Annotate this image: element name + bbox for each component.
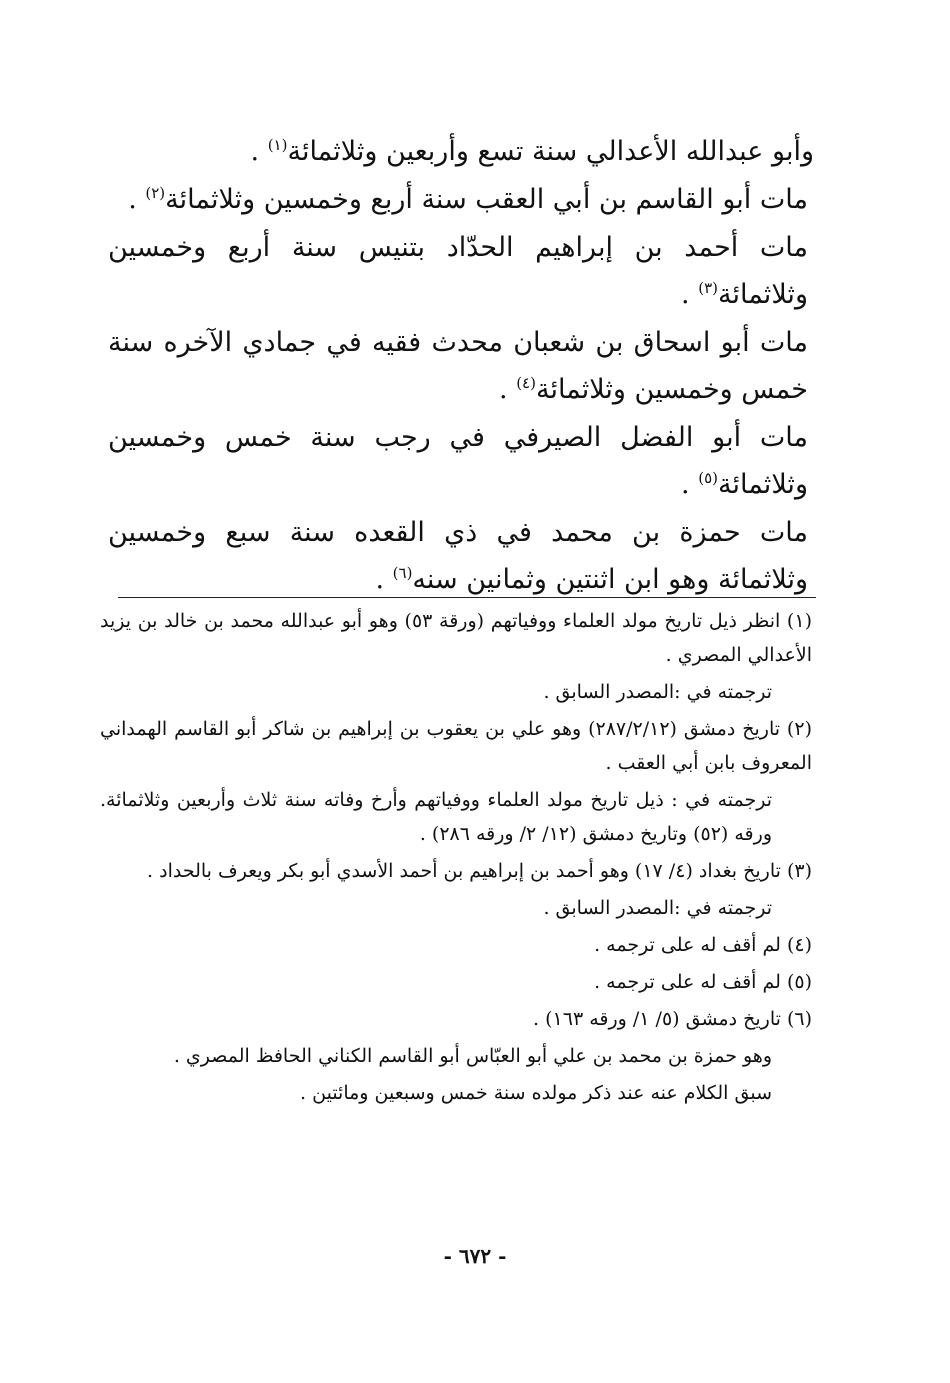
entry-text: مات أبو الفضل الصيرفي في رجب سنة خمس وخمسين وثلاثمائة — [108, 422, 808, 500]
entry-text: وأبو عبدالله الأعدالي سنة تسع وأربعين وثلاثمائة — [287, 136, 814, 167]
footnote-1-source: ترجمته في :المصدر السابق . — [543, 681, 772, 703]
footnote-reference[interactable]: (٦) — [392, 564, 413, 582]
footnote-reference[interactable]: (٥) — [698, 469, 718, 487]
entry-text: مات أبو اسحاق بن شعبان محدث فقيه في جمادي الآخره سنة خمس وخمسين وثلاثمائة — [108, 327, 808, 405]
death-entry — [108, 319, 808, 413]
footnote-reference[interactable]: (١) — [267, 136, 288, 154]
entry-text: مات أبو القاسم بن أبي العقب سنة أربع وخمسين وثلاثمائة — [165, 184, 808, 215]
entry-end: . — [499, 374, 517, 405]
death-entry — [108, 176, 808, 223]
entry-end: . — [250, 136, 268, 167]
footnote-4: (٤) لم أقف له على ترجمه . — [594, 934, 812, 956]
footnote-reference[interactable]: (٤) — [516, 374, 536, 392]
footnote-2-source: ترجمته في : ذيل تاريخ مولد العلماء ووفياتهم وأرخ وفاته سنة ثلاث وأربعين وثلاثمائة. ورقه (٥٢) وتاريخ دمشق (١٢/ ٢/ ورقه ٢٨٦) . — [100, 789, 772, 845]
footnote-3: (٣) تاريخ بغداد (٤/ ١٧) وهو أحمد بن إبراهيم بن أحمد الأسدي أبو بكر ويعرف بالحداد . — [147, 860, 812, 882]
footnote-5: (٥) لم أقف له على ترجمه . — [594, 971, 812, 993]
footnote-reference[interactable]: (٢) — [145, 184, 166, 202]
footnote-6-detail: وهو حمزة بن محمد بن علي أبو العبّاس أبو القاسم الكناني الحافظ المصري . — [173, 1045, 772, 1067]
entry-end: . — [681, 469, 699, 500]
entry-text: مات حمزة بن محمد في ذي القعده سنة سبع وخمسين وثلاثمائة وهو ابن اثنتين وثمانين سنه — [108, 517, 808, 595]
death-entry — [108, 128, 814, 175]
footnote-divider — [118, 597, 816, 598]
page-number: - ٦٧٢ - — [443, 1244, 507, 1268]
footnote-6-note: سبق الكلام عنه عند ذكر مولده سنة خمس وسبعين ومائتين . — [300, 1082, 772, 1104]
footnote-3-source: ترجمته في :المصدر السابق . — [543, 897, 772, 919]
death-entry — [108, 224, 808, 318]
footnote-1: (١) انظر ذيل تاريخ مولد العلماء ووفياتهم (ورقة ٥٣) وهو أبو عبدالله محمد بن خالد بن يزيد الأعدالي المصري . — [100, 610, 812, 666]
entry-end: . — [128, 184, 146, 215]
footnotes-section — [100, 604, 812, 1113]
footnote-2: (٢) تاريخ دمشق (٢٨٧/٢/١٢) وهو علي بن يعقوب بن إبراهيم بن شاكر أبو القاسم الهمداني المعروف بابن أبي العقب . — [100, 718, 812, 774]
death-entry — [108, 509, 808, 603]
footnote-6: (٦) تاريخ دمشق (٥/ ١/ ورقه ١٦٣) . — [533, 1008, 812, 1030]
footnote-reference[interactable]: (٣) — [698, 279, 718, 297]
main-text — [108, 128, 814, 604]
entry-end: . — [375, 564, 393, 595]
entry-text: مات أحمد بن إبراهيم الحدّاد بتنيس سنة أربع وخمسين وثلاثمائة — [108, 232, 808, 310]
entry-end: . — [681, 279, 699, 310]
death-entry — [108, 414, 808, 508]
